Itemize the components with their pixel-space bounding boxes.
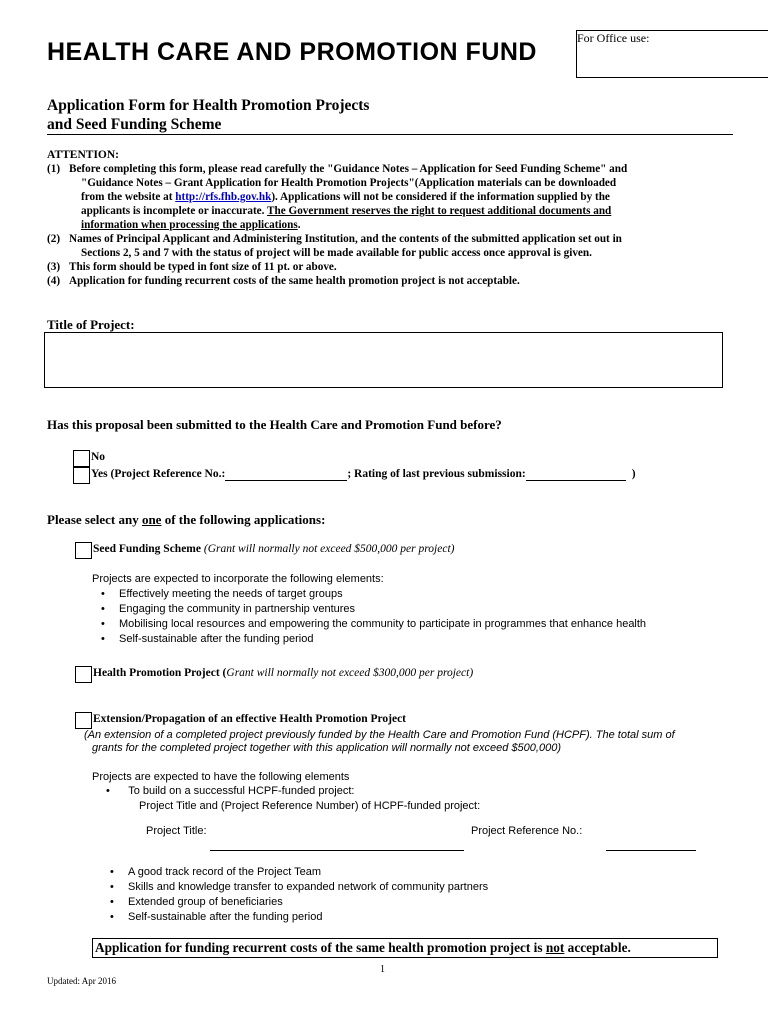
submitted-before-question: Has this proposal been submitted to the Health Care and Promotion Fund before?	[47, 417, 502, 432]
project-ref-input[interactable]	[606, 838, 696, 851]
applications-prompt-one: one	[141, 512, 162, 527]
extension-bullet-1-text: To build on a successful HCPF-funded project:	[128, 785, 355, 797]
rating-label: ; Rating of last previous submission:	[347, 468, 526, 480]
attention-item-3-number: (3)	[47, 261, 61, 273]
list-item: • Engaging the community in partnership ventures	[101, 602, 721, 617]
health-promotion-checkbox[interactable]	[75, 666, 92, 683]
list-item: • Extended group of beneficiaries	[110, 895, 710, 910]
seed-intro: Projects are expected to incorporate the following elements:	[92, 573, 384, 585]
seed-funding-option	[93, 543, 454, 555]
attention-item-3-text: This form should be typed in font size of 11 pt. or above.	[69, 261, 337, 273]
attention-item-1-cont-d-pre: applicants is incomplete or inaccurate.	[81, 205, 268, 217]
extension-checkbox[interactable]	[75, 712, 92, 729]
list-item: • Effectively meeting the needs of target groups	[101, 587, 721, 602]
subtitle-line-1: Application Form for Health Promotion Projects	[47, 97, 370, 114]
project-title-label: Project Title:	[146, 825, 207, 837]
applications-prompt	[47, 512, 325, 528]
final-notice	[92, 938, 718, 958]
attention-item-1-cont-e-underlined: information when processing the applications	[81, 219, 298, 231]
seed-funding-checkbox[interactable]	[75, 542, 92, 559]
attention-item-1-cont-c-pre: from the website at	[81, 191, 176, 203]
website-link[interactable]: http://rfs.fhb.gov.hk	[175, 191, 272, 203]
subtitle-line-2: and Seed Funding Scheme	[47, 116, 222, 133]
attention-item-1-cont-d-underlined: The Government reserves the right to request additional documents and	[267, 205, 612, 217]
attention-item-1-cont-e-post: .	[297, 219, 301, 231]
final-notice-not: not	[545, 940, 565, 955]
attention-item-4-number: (4)	[47, 275, 61, 287]
attention-item-1-cont-b: "Guidance Notes – Grant Application for Health Promotion Projects"(Application materials can be downloaded	[81, 177, 617, 189]
list-item: • Self-sustainable after the funding period	[101, 632, 721, 647]
extension-sub-1: Project Title and (Project Reference Number) of HCPF-funded project:	[139, 800, 481, 812]
seed-elements-list	[101, 587, 721, 647]
project-ref-label: Project Reference No.:	[471, 825, 583, 837]
list-item: • Self-sustainable after the funding period	[110, 910, 710, 925]
office-use-label: For Office use:	[577, 31, 650, 45]
no-checkbox[interactable]	[73, 450, 90, 467]
attention-item-1-cont-d	[47, 204, 719, 218]
attention-item-2-cont: Sections 2, 5 and 7 with the status of project will be made available for public access once approval is given.	[81, 247, 592, 259]
attention-item-2-number: (2)	[47, 233, 61, 245]
list-item: • Mobilising local resources and empowering the community to participate in programmes that enhance health	[101, 617, 721, 632]
health-promotion-option	[93, 667, 473, 679]
yes-option	[91, 468, 636, 481]
extension-label: Extension/Propagation of an effective Health Promotion Project	[93, 713, 407, 725]
seed-funding-label: Seed Funding Scheme	[93, 543, 201, 555]
attention-item-1-cont-c	[47, 190, 719, 204]
attention-section	[47, 148, 719, 288]
extension-bullet-1: • To build on a successful HCPF-funded project:	[106, 785, 355, 797]
title-of-project-label: Title of Project:	[47, 317, 135, 332]
project-reference-input[interactable]	[225, 468, 347, 481]
extension-elements-list	[110, 865, 710, 925]
extension-note-line-2: grants for the completed project together with this application will normally not exceed $500,000)	[92, 742, 561, 754]
attention-item-2-text: Names of Principal Applicant and Administering Institution, and the contents of the submitted application set out in	[69, 233, 622, 245]
seed-funding-note: (Grant will normally not exceed $500,000 per project)	[203, 543, 455, 555]
attention-item-3	[47, 260, 719, 274]
list-item: • A good track record of the Project Team	[110, 865, 710, 880]
final-notice-pre: Application for funding recurrent costs of the same health promotion project is	[95, 940, 546, 955]
applications-prompt-post: of the following applications:	[161, 512, 326, 527]
final-notice-post: acceptable.	[564, 940, 631, 955]
title-of-project-input[interactable]	[44, 332, 723, 388]
extension-note-line-1: (An extension of a completed project previously funded by the Health Care and Promotion Fund (HCPF). The total sum of	[84, 729, 675, 741]
attention-item-1-text: Before completing this form, please read carefully the "Guidance Notes – Application for Seed Funding Scheme" and	[69, 163, 628, 175]
updated-date: Updated: Apr 2016	[47, 976, 116, 986]
yes-label-close: )	[631, 468, 636, 480]
header-divider	[47, 134, 733, 135]
health-promotion-note: Grant will normally not exceed $300,000 per project)	[226, 667, 474, 679]
attention-item-2	[47, 232, 719, 246]
yes-label: Yes (Project Reference No.:	[91, 468, 226, 480]
attention-item-1-cont-c-post: ). Applications will not be considered if the information supplied by the	[271, 191, 610, 203]
list-item: • Skills and knowledge transfer to expanded network of community partners	[110, 880, 710, 895]
form-subtitle	[47, 96, 369, 134]
attention-item-1-cont-e	[47, 218, 719, 232]
attention-item-1-number: (1)	[47, 163, 61, 175]
form-title: HEALTH CARE AND PROMOTION FUND	[47, 38, 537, 66]
attention-item-4-text: Application for funding recurrent costs of the same health promotion project is not acceptable.	[69, 275, 520, 287]
applications-prompt-pre: Please select any	[47, 512, 142, 527]
project-title-input[interactable]	[210, 838, 464, 851]
health-promotion-label: Health Promotion Project (	[93, 667, 227, 679]
rating-input[interactable]	[526, 468, 626, 481]
page-number: 1	[380, 964, 385, 975]
attention-item-4	[47, 274, 719, 288]
extension-note	[84, 729, 724, 755]
extension-intro: Projects are expected to have the following elements	[92, 771, 350, 783]
no-label: No	[91, 451, 106, 463]
attention-item-1	[47, 162, 719, 176]
yes-checkbox[interactable]	[73, 467, 90, 484]
attention-heading: ATTENTION:	[47, 149, 119, 161]
